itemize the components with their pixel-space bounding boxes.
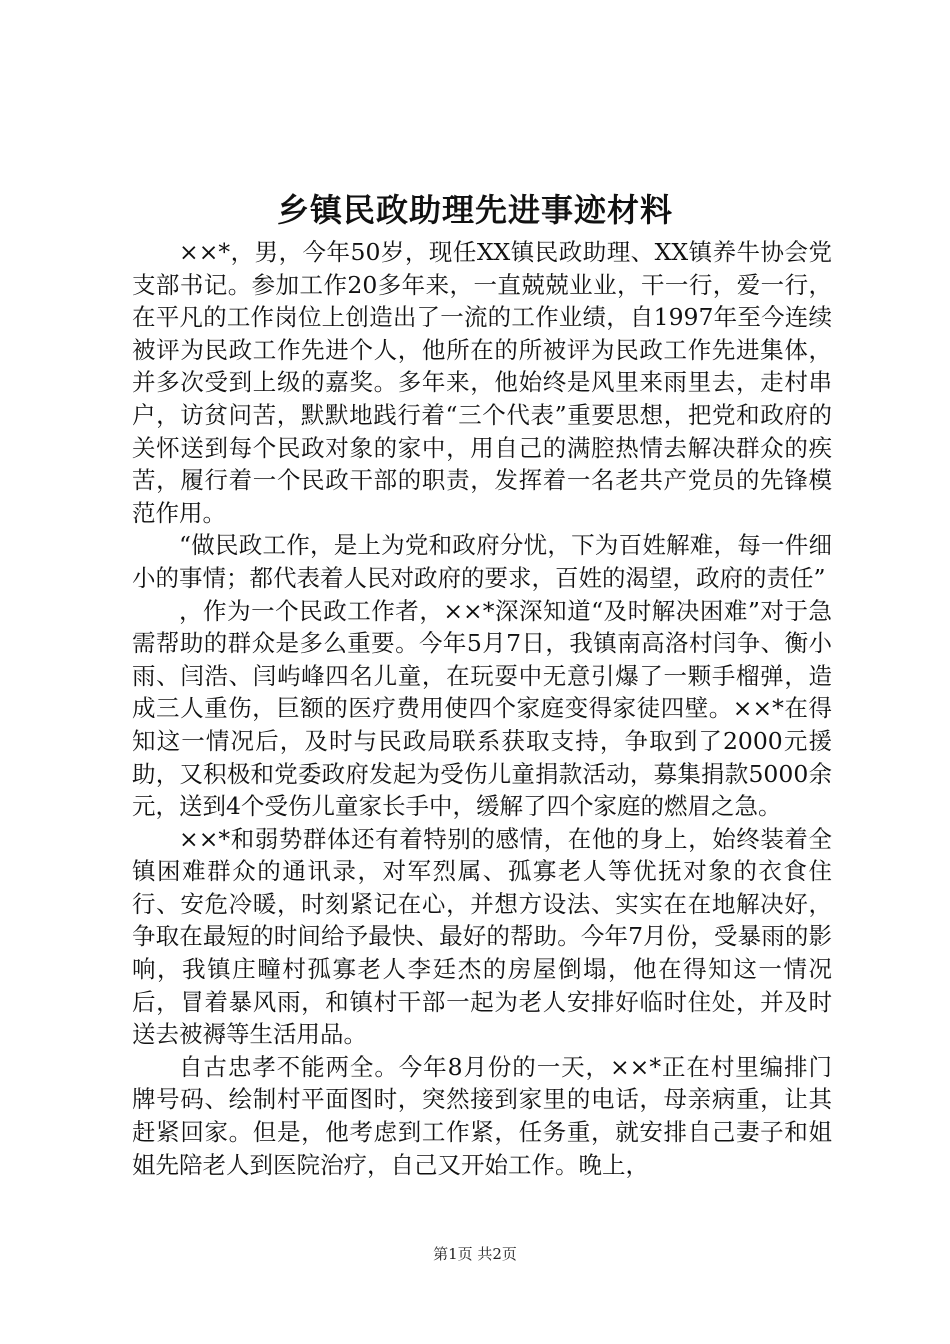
paragraph-intro: ××*，男，今年50岁，现任XX镇民政助理、XX镇养牛协会党支部书记。参加工作20多年来，一直兢兢业业，干一行，爱一行，在平凡的工作岗位上创造出了一流的工作业绩，自1997年至今连续被评为民政工作先进个人，他所在的所被评为民政工作先进集体，并多次受到上级的嘉奖。多年来，他始终是风里来雨里去，走村串户，访贫问苦，默默地践行着“三个代表”重要思想，把党和政府的关怀送到每个民政对象的家中，用自己的满腔热情去解决群众的疾苦，履行着一个民政干部的职责，发挥着一名老共产党员的先锋模范作用。	[132, 238, 832, 527]
document-body	[132, 236, 832, 1181]
paragraph-loyalty-filial: 自古忠孝不能两全。今年8月份的一天，××*正在村里编排门牌号码、绘制村平面图时，突然接到家里的电话，母亲病重，让其赶紧回家。但是，他考虑到工作紧，任务重，就安排自己妻子和姐姐先陪老人到医院治疗，自己又开始工作。晚上，	[132, 1052, 832, 1179]
paragraph-quote: “做民政工作，是上为党和政府分忧，下为百姓解难，每一件细小的事情；都代表着人民对政府的要求，百姓的渴望，政府的责任”	[132, 531, 832, 592]
paragraph-child-accident: ，作为一个民政工作者，××*深深知道“及时解决困难”对于急需帮助的群众是多么重要。今年5月7日，我镇南高洛村闫争、衡小雨、闫浩、闫屿峰四名儿童，在玩耍中无意引爆了一颗手榴弹，造成三人重伤，巨额的医疗费用使四个家庭变得家徒四壁。××*在得知这一情况后，及时与民政局联系获取支持，争取到了2000元援助，又积极和党委政府发起为受伤儿童捐款活动，募集捐款5000余元，送到4个受伤儿童家长手中，缓解了四个家庭的燃眉之急。	[132, 596, 832, 821]
paragraph-vulnerable-groups: ××*和弱势群体还有着特别的感情，在他的身上，始终装着全镇困难群众的通讯录，对军烈属、孤寡老人等优抚对象的衣食住行、安危冷暖，时刻紧记在心，并想方设法、实实在在地解决好，争取在最短的时间给予最快、最好的帮助。今年7月份，受暴雨的影响，我镇庄疃村孤寡老人李廷杰的房屋倒塌，他在得知这一情况后，冒着暴风雨，和镇村干部一起为老人安排好临时住处，并及时送去被褥等生活用品。	[132, 824, 832, 1049]
document-title: 乡镇民政助理先进事迹材料	[276, 191, 673, 229]
page-footer: 第1页 共2页	[433, 1245, 517, 1263]
